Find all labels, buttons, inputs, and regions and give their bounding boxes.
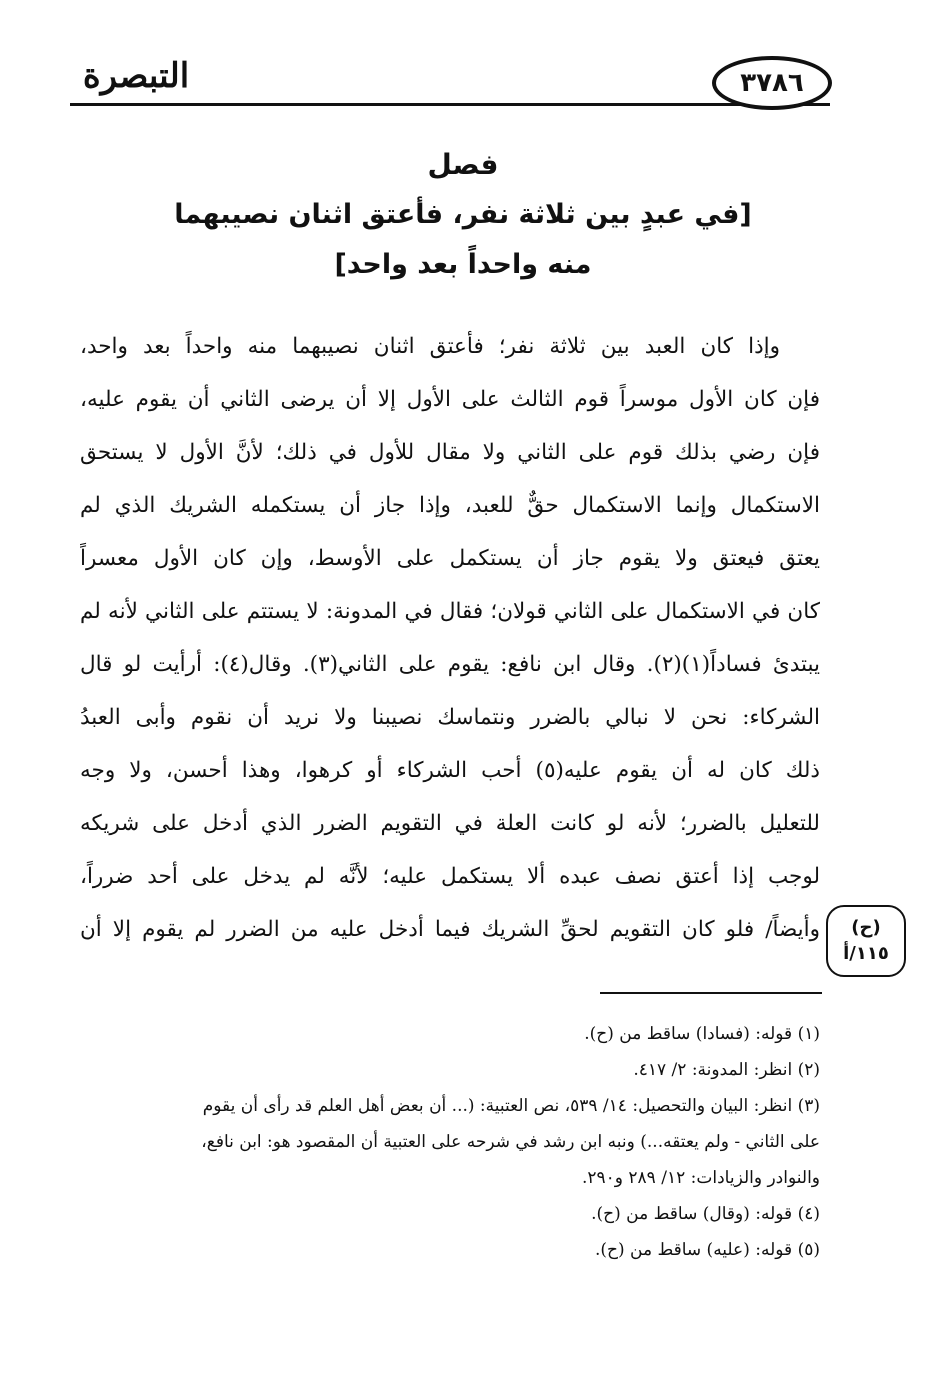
body-line: يعتق فيعتق ولا يقوم جاز أن يستكمل على الأوسط، وإن كان الأول معسراً (80, 546, 820, 571)
body-line: ذلك كان له أن يقوم عليه(٥) أحب الشركاء أو كرهوا، وهذا أحسن، ولا وجه (80, 758, 820, 783)
body-line: لوجب إذا أعتق نصف عبده ألا يستكمل عليه؛ لأنَّه لم يدخل على أحد ضرراً، (80, 864, 820, 889)
body-line: كان في الاستكمال على الثاني قولان؛ فقال في المدونة: لا يستتم على الثاني لأنه لم (80, 599, 820, 624)
footnotes (76, 1016, 820, 1268)
title-block (80, 140, 846, 290)
page-number-text: ٣٧٨٦ (740, 68, 804, 98)
section-heading: فصل (427, 148, 499, 181)
page-number (712, 56, 832, 110)
body-line: يبتدئ فساداً(١)(٢). وقال ابن نافع: يقوم على الثاني(٣). وقال(٤): أرأيت لو قال (80, 652, 820, 677)
book-title-text: التبصرة (82, 56, 190, 96)
footnote-2: (٢) انظر: المدونة: ٢/ ٤١٧. (633, 1060, 820, 1080)
book-title-logo (72, 52, 200, 100)
footnote-3 (76, 1088, 820, 1196)
margin-note-line-1: (ح) (851, 917, 881, 938)
footnote-3-line-1: (٣) انظر: البيان والتحصيل: ١٤/ ٥٣٩، نص العتبية: (... أن بعض أهل العلم قد رأى أن يقوم (202, 1096, 820, 1116)
body-line: للتعليل بالضرر؛ لأنه لو كانت العلة في التقويم الضرر الذي أدخل على شريكه (80, 811, 820, 836)
footnote-5: (٥) قوله: (عليه) ساقط من (ح). (594, 1240, 820, 1260)
body-line: فإن رضي بذلك قوم على الثاني ولا مقال للأول في ذلك؛ لأنَّ الأول لا يستحق (80, 440, 820, 465)
body-line: الاستكمال وإنما الاستكمال حقٌّ للعبد، وإذا جاز أن يستكمله الشريك الذي لم (80, 493, 820, 518)
footnote-1: (١) قوله: (فسادا) ساقط من (ح). (584, 1024, 820, 1044)
footnote-4: (٤) قوله: (وقال) ساقط من (ح). (591, 1204, 820, 1224)
chapter-title-line-1: [في عبدٍ بين ثلاثة نفر، فأعتق اثنان نصيبهما (174, 199, 752, 230)
body-line: الشركاء: نحن لا نبالي بالضرر ونتماسك نصيبنا ولا نريد أن نقوم وأبى العبدُ (80, 705, 820, 730)
footnote-separator (600, 992, 822, 994)
footnote-3-line-2: على الثاني - ولم يعتقه...) ونبه ابن رشد في شرحه على العتبية أن المقصود هو: ابن نافع، (201, 1132, 820, 1152)
footnote-3-line-3: والنوادر والزيادات: ١٢/ ٢٨٩ و٢٩٠. (581, 1168, 820, 1188)
chapter-title-line-2: منه واحداً بعد واحد] (334, 249, 592, 280)
header-rule (70, 103, 830, 106)
body-line: وإذا كان العبد بين ثلاثة نفر؛ فأعتق اثنان نصيبهما منه واحداً بعد واحد، (80, 334, 780, 359)
manuscript-margin-note (826, 905, 906, 977)
body-line: وأيضاً/ فلو كان التقويم لحقِّ الشريك فيما أدخل عليه من الضرر لم يقوم إلا أن (80, 917, 820, 942)
body-line: فإن كان الأول موسراً قوم الثالث على الأول إلا أن يرضى الثاني أن يقوم عليه، (80, 387, 820, 412)
body-text (80, 320, 820, 956)
margin-note-line-2: ١١٥/أ (843, 943, 889, 964)
